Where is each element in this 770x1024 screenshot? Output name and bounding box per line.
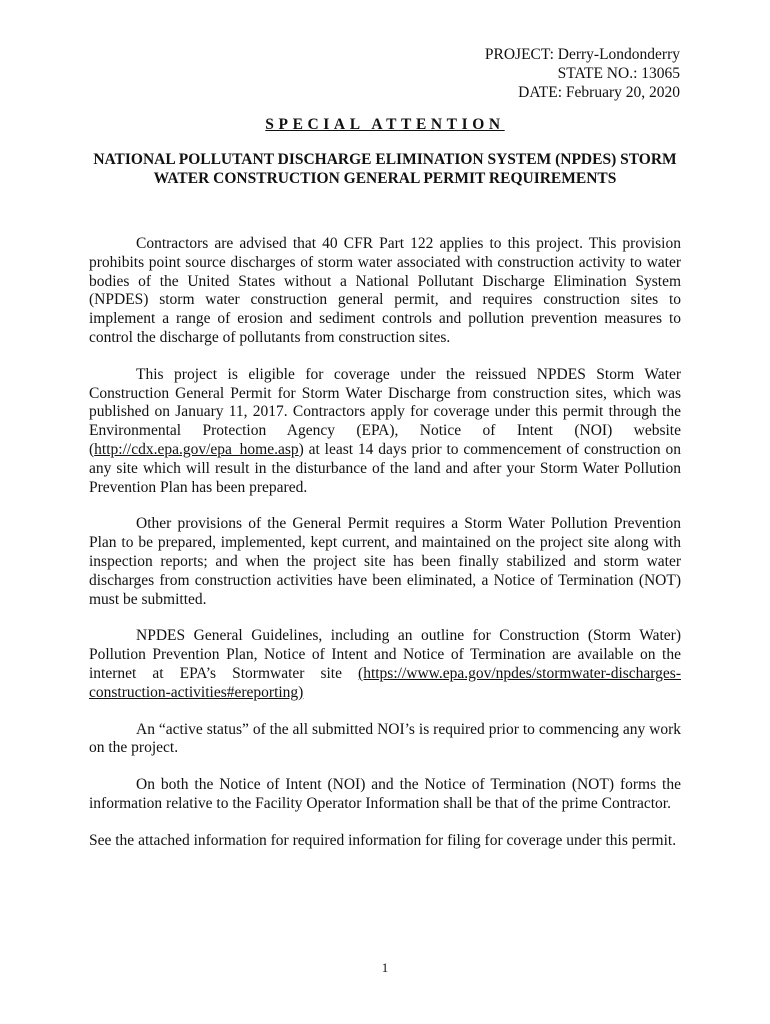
epa-stormwater-link[interactable]: (https://www.epa.gov/npdes/stormwater-discharges-construction-activities#ereporting) [89,664,681,701]
paragraph-eligibility-text-1: This project is eligible for coverage under the reissued NPDES Storm Water Construction General Permit for Storm Water Discharge from construction sites, which was published on January 11, 2017. Contractors apply for coverage under this permit through the Environmental Protection Agency (EPA), Notice of Intent (NOI) website ( [89,365,681,458]
state-number: STATE NO.: 13065 [557,65,680,82]
paragraph-eligibility-text-2: ) at least 14 days prior to commencement of construction on any site which will result in the disturbance of the land and after your Storm Water Pollution Prevention Plan has been prepared. [89,440,681,496]
paragraph-active-status: An “active status” of the all submitted NOI’s is required prior to commencing any work on the project. [89,720,681,757]
special-attention-heading: SPECIAL ATTENTION [265,116,505,133]
title-line-1: NATIONAL POLLUTANT DISCHARGE ELIMINATION SYSTEM (NPDES) STORM [93,151,677,168]
paragraph-cfr-part-122: Contractors are advised that 40 CFR Part 122 applies to this project. This provision prohibits point source discharges of storm water associated with construction activity to water bodies of the United States without a National Pollutant Discharge Elimination System (NPDES) storm water construction general permit, and requires construction sites to implement a range of erosion and sediment controls and pollution prevention measures to control the discharge of pollutants from construction sites. [89,235,681,346]
document-title [80,150,690,188]
noi-website-link[interactable]: http://cdx.epa.gov/epa_home.asp [94,440,299,458]
page-number: 1 [381,960,389,975]
paragraph-guidelines-text: NPDES General Guidelines, including an outline for Construction (Storm Water) Pollution Prevention Plan, Notice of Intent and Notice of Termination are available on the internet at EPA’s Stormwater site [89,627,681,682]
project-header [485,45,680,102]
paragraph-see-attached: See the attached information for required information for filing for coverage under this permit. [89,831,677,849]
project-name: PROJECT: Derry-Londonderry [484,46,680,63]
paragraph-facility-operator: On both the Notice of Intent (NOI) and the Notice of Termination (NOT) forms the information relative to the Facility Operator Information shall be that of the prime Contractor. [89,776,681,812]
document-date: DATE: February 20, 2020 [518,84,680,101]
document-body [89,235,681,869]
paragraph-guidelines [89,627,681,702]
title-line-2: WATER CONSTRUCTION GENERAL PERMIT REQUIREMENTS [153,170,617,187]
paragraph-eligibility [89,366,681,498]
paragraph-other-provisions: Other provisions of the General Permit requires a Storm Water Pollution Prevention Plan to be prepared, implemented, kept current, and maintained on the project site along with inspection reports; and when the project site has been finally stabilized and storm water discharges from construction activities have been eliminated, a Notice of Termination (NOT) must be submitted. [89,515,681,608]
